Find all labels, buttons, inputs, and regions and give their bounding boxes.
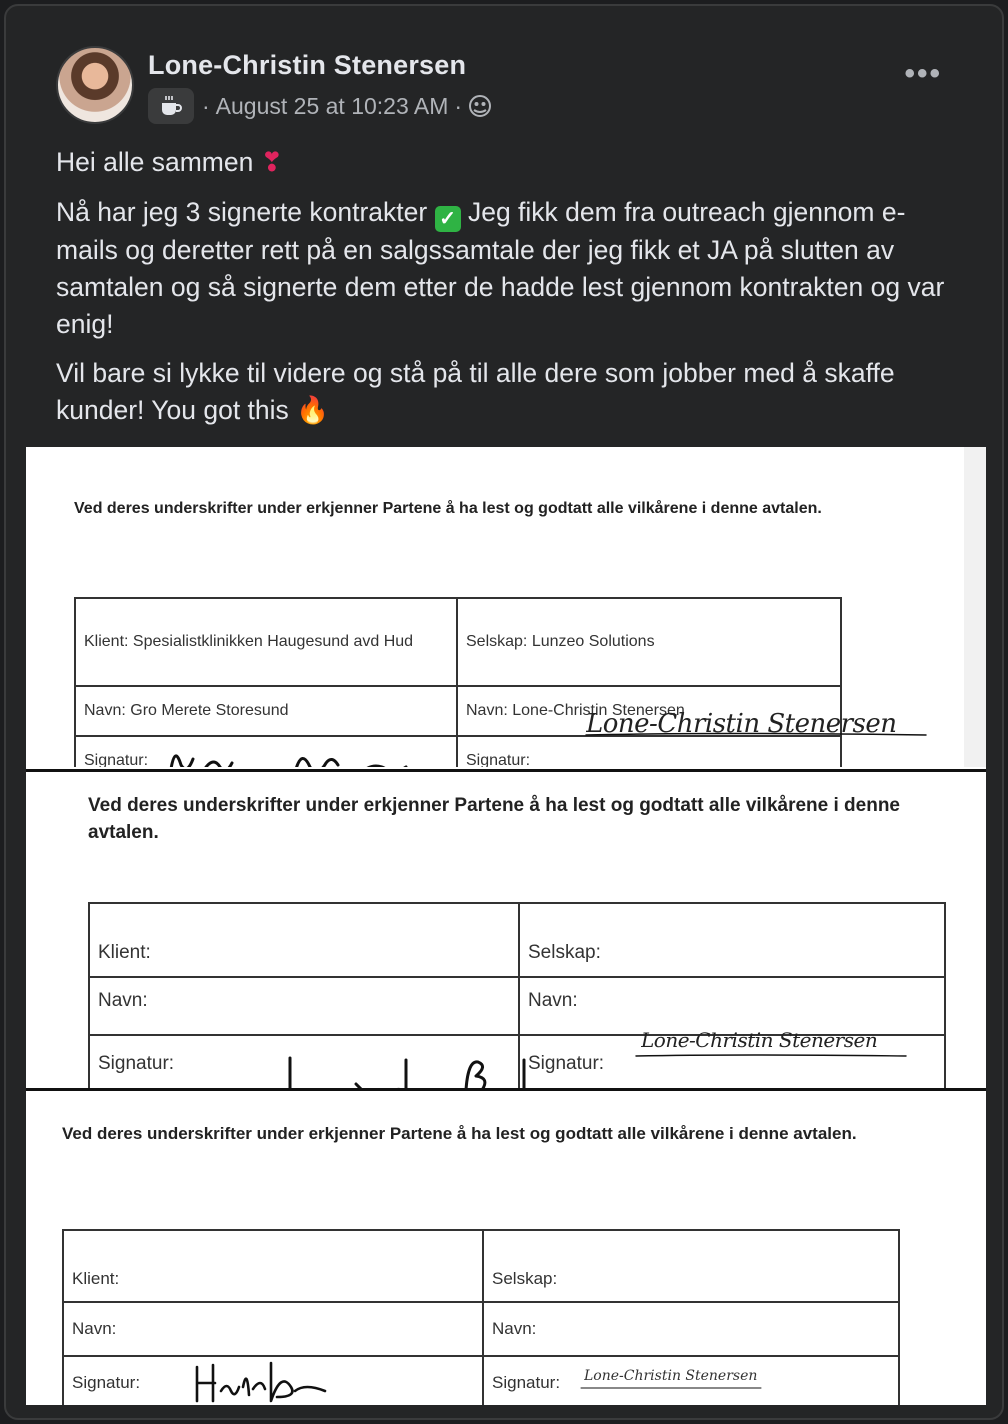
post-paragraph-encouragement bbox=[56, 355, 956, 429]
more-options-button[interactable]: ••• bbox=[904, 57, 942, 90]
post-meta bbox=[148, 88, 492, 124]
client-name: Navn: bbox=[63, 1302, 483, 1356]
heart-exclamation-icon: ❣ bbox=[260, 147, 283, 177]
client-signature-label: Signatur: bbox=[75, 736, 457, 767]
company-label: Selskap: bbox=[519, 903, 945, 977]
company-name: Navn: Lone-Christin Stenersen bbox=[457, 686, 841, 736]
contract-photo-3[interactable] bbox=[26, 1088, 986, 1405]
client-name: Navn: Gro Merete Storesund bbox=[75, 686, 457, 736]
company-signed-text: Lone-Christin Stenersen bbox=[586, 709, 897, 739]
company-signature-label: Signatur: bbox=[457, 736, 841, 767]
greeting-text: Hei alle sammen bbox=[56, 147, 254, 177]
contracts-text-a: Nå har jeg 3 signerte kontrakter bbox=[56, 197, 428, 227]
client-signature-label: Signatur: bbox=[63, 1356, 483, 1405]
check-mark-icon: ✓ bbox=[435, 206, 461, 232]
post-timestamp[interactable]: August 25 at 10:23 AM bbox=[215, 92, 449, 119]
contract-photo-1[interactable] bbox=[26, 447, 986, 767]
author-avatar[interactable] bbox=[56, 46, 134, 124]
scan-edge bbox=[964, 447, 986, 767]
company-signature-label: Signatur: bbox=[483, 1356, 899, 1405]
client-signature-label: Signatur: bbox=[89, 1035, 519, 1088]
client-handwritten-signature bbox=[166, 739, 466, 767]
post-card bbox=[4, 4, 1004, 1420]
company-label: Selskap: Lunzeo Solutions bbox=[457, 598, 841, 686]
contracts-text-b: Jeg fikk dem fra outreach gjennom e-mails og deretter rett på en salgssamtale der jeg fikk et JA på slutten av samtalen og så signerte dem etter de hadde lest gjennom kontrakten og var enig! bbox=[56, 197, 945, 339]
company-name: Navn: bbox=[519, 977, 945, 1035]
contract-photo-2[interactable] bbox=[26, 769, 986, 1088]
client-handwritten-signature bbox=[191, 1357, 341, 1405]
company-signed-text: Lone-Christin Stenersen bbox=[641, 1028, 878, 1052]
encouragement-text: Vil bare si lykke til videre og stå på til alle dere som jobber med å skaffe kunder! You got this bbox=[56, 358, 895, 425]
coffee-cup-icon[interactable] bbox=[148, 88, 194, 124]
contract-clause: Ved deres underskrifter under erkjenner Partene å ha lest og godtatt alle vilkårene i denne avtalen. bbox=[74, 500, 822, 517]
company-name: Navn: bbox=[483, 1302, 899, 1356]
post-paragraph-contracts bbox=[56, 194, 956, 343]
author-name[interactable]: Lone-Christin Stenersen bbox=[148, 50, 467, 80]
client-label: Klient: Spesialistklinikken Haugesund avd Hud bbox=[75, 598, 457, 686]
group-audience-icon[interactable] bbox=[468, 94, 492, 118]
signature-table bbox=[62, 1229, 900, 1405]
signature-underline bbox=[586, 730, 926, 740]
company-handwritten-signature bbox=[586, 709, 921, 749]
fire-icon: 🔥 bbox=[296, 395, 330, 425]
client-label: Klient: bbox=[89, 903, 519, 977]
company-signature-label: Signatur: bbox=[519, 1035, 945, 1088]
post-greeting bbox=[56, 144, 956, 181]
client-name: Navn: bbox=[89, 977, 519, 1035]
meta-separator: · bbox=[202, 92, 210, 119]
client-handwritten-signature bbox=[276, 1040, 576, 1088]
contract-clause: Ved deres underskrifter under erkjenner Partene å ha lest og godtatt alle vilkårene i denne avtalen. bbox=[88, 795, 900, 843]
meta-separator: · bbox=[454, 92, 463, 119]
client-label: Klient: bbox=[63, 1230, 483, 1302]
post-photo-collage[interactable] bbox=[26, 447, 986, 1402]
signature-underline bbox=[636, 1052, 906, 1060]
company-signed-text: Lone-Christin Stenersen bbox=[584, 1368, 758, 1384]
contract-clause: Ved deres underskrifter under erkjenner Partene å ha lest og godtatt alle vilkårene i denne avtalen. bbox=[62, 1124, 857, 1143]
signature-underline bbox=[581, 1385, 761, 1391]
company-label: Selskap: bbox=[483, 1230, 899, 1302]
